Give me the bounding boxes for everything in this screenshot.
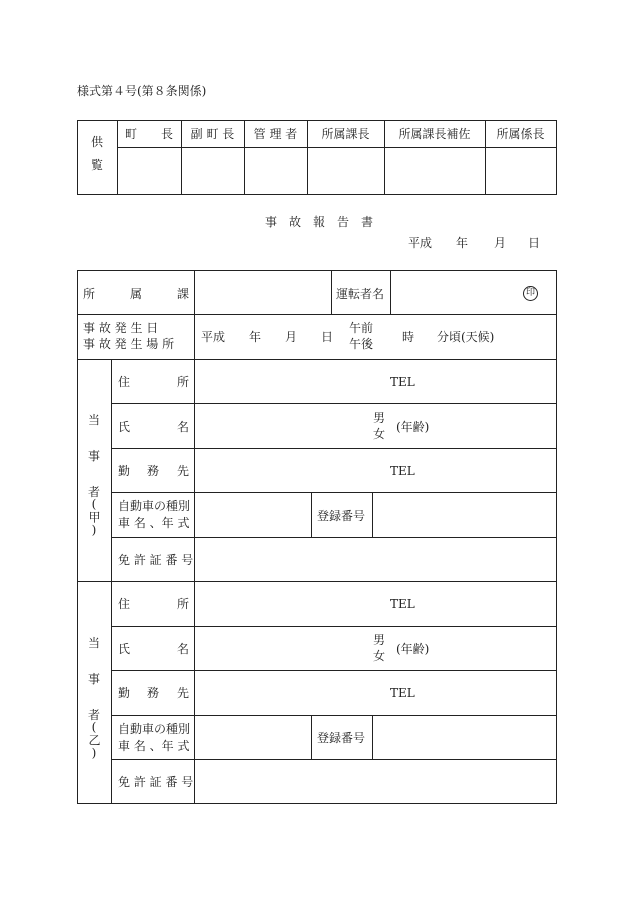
party-b-license-label: 免 許 証 番 号 [118,775,194,789]
party-a-work-label-3: 先 [177,464,190,478]
accident-month: 月 [285,330,298,344]
party-b-car-label-1: 自動車の種別 [118,722,191,736]
party-a-car-field[interactable] [195,493,311,537]
party-b-label-1: 当 [88,636,101,650]
party-a-license-field[interactable] [195,538,556,581]
party-b-car-field[interactable] [195,716,311,759]
report-date-year: 年 [456,236,469,250]
party-b-work-tel: TEL [390,686,415,700]
approval-box-chocho[interactable] [118,148,181,194]
party-a-work-tel: TEL [390,464,415,478]
col-shozoku-kacho: 所属課長 [321,127,370,141]
party-a-male: 男 [373,411,386,425]
col-kanrisha: 管 理 者 [253,127,298,141]
accident-place-label: 事 故 発 生 場 所 [83,337,175,351]
accident-pm: 午後 [349,337,374,351]
driver-name-label: 運転者名 [336,287,385,301]
party-b-address-label-1: 住 [118,597,131,611]
party-a-reg-label: 登録番号 [317,509,366,523]
party-a-address-label-1: 住 [118,375,131,389]
approval-box-shozoku-kacho[interactable] [308,148,384,194]
report-date-day: 日 [528,236,541,250]
shozokuka-label-2: 属 [130,287,143,301]
party-a-female: 女 [373,427,386,441]
party-a-car-label-1: 自動車の種別 [118,499,191,513]
party-a-label-4: (甲) [87,497,101,537]
col-shozoku-kacho-hosa: 所属課長補佐 [398,127,471,141]
party-b-female: 女 [373,649,386,663]
accident-am: 午前 [349,321,374,335]
approval-box-kakaricho[interactable] [486,148,556,194]
party-a-license-label: 免 許 証 番 号 [118,553,194,567]
party-b-name-label-1: 氏 [118,642,131,656]
col-chocho: 町 長 [124,127,173,141]
party-a-label-2: 事 [88,449,101,463]
accident-minute-weather: 分頃(天候) [437,330,495,344]
party-b-car-label-2: 車 名 、年 式 [118,739,190,753]
party-b-work-label-3: 先 [177,686,190,700]
report-date-month: 月 [494,236,507,250]
kyoran-label-bottom: 覧 [91,158,104,172]
party-a-work-label-1: 勤 [118,464,131,478]
party-a-car-label-2: 車 名 、年 式 [118,516,190,530]
party-b-name-field[interactable] [195,627,556,670]
approval-box-kanrisha[interactable] [245,148,307,194]
party-a-name-label-2: 名 [177,420,190,434]
party-a-address-label-2: 所 [177,375,190,389]
approval-box-kacho-hosa[interactable] [385,148,485,194]
shozokuka-label-1: 所 [83,287,96,301]
accident-year: 年 [249,330,262,344]
party-a-address-tel: TEL [390,375,415,389]
form-number: 様式第４号(第８条関係) [77,84,207,98]
party-b-label-4: (乙) [87,720,101,760]
party-b-address-field[interactable] [195,582,556,626]
party-a-work-label-2: 務 [147,464,160,478]
party-a-label-1: 当 [88,413,101,427]
party-b-name-label-2: 名 [177,642,190,656]
col-fukuchocho: 副 町 長 [190,127,235,141]
kyoran-label-top: 供 [91,135,104,149]
accident-day: 日 [321,330,334,344]
party-b-work-field[interactable] [195,671,556,715]
report-title: 事 故 報 告 書 [265,215,374,229]
party-b-age: (年齢) [396,642,430,656]
accident-hour: 時 [402,330,415,344]
party-b-license-field[interactable] [195,760,556,803]
accident-date-label: 事 故 発 生 日 [83,321,159,335]
party-a-name-label-1: 氏 [118,420,131,434]
party-a-work-field[interactable] [195,449,556,492]
party-b-address-label-2: 所 [177,597,190,611]
party-b-male: 男 [373,633,386,647]
party-b-reg-label: 登録番号 [317,731,366,745]
party-a-reg-field[interactable] [373,493,556,537]
party-b-label-2: 事 [88,672,101,686]
seal-mark: 印 [523,286,538,301]
party-b-work-label-2: 務 [147,686,160,700]
shozokuka-label-3: 課 [177,287,190,301]
accident-era: 平成 [201,330,226,344]
party-a-label-3: 者 [88,485,101,499]
approval-box-fukuchocho[interactable] [182,148,244,194]
party-a-name-field[interactable] [195,404,556,448]
party-b-work-label-1: 勤 [118,686,131,700]
col-shozoku-kakaricho: 所属係長 [496,127,545,141]
report-date-era: 平成 [408,236,433,250]
shozokuka-field[interactable] [195,271,331,314]
party-b-label-3: 者 [88,708,101,722]
party-a-address-field[interactable] [195,360,556,403]
party-b-address-tel: TEL [390,597,415,611]
party-b-reg-field[interactable] [373,716,556,759]
party-a-age: (年齢) [396,420,430,434]
